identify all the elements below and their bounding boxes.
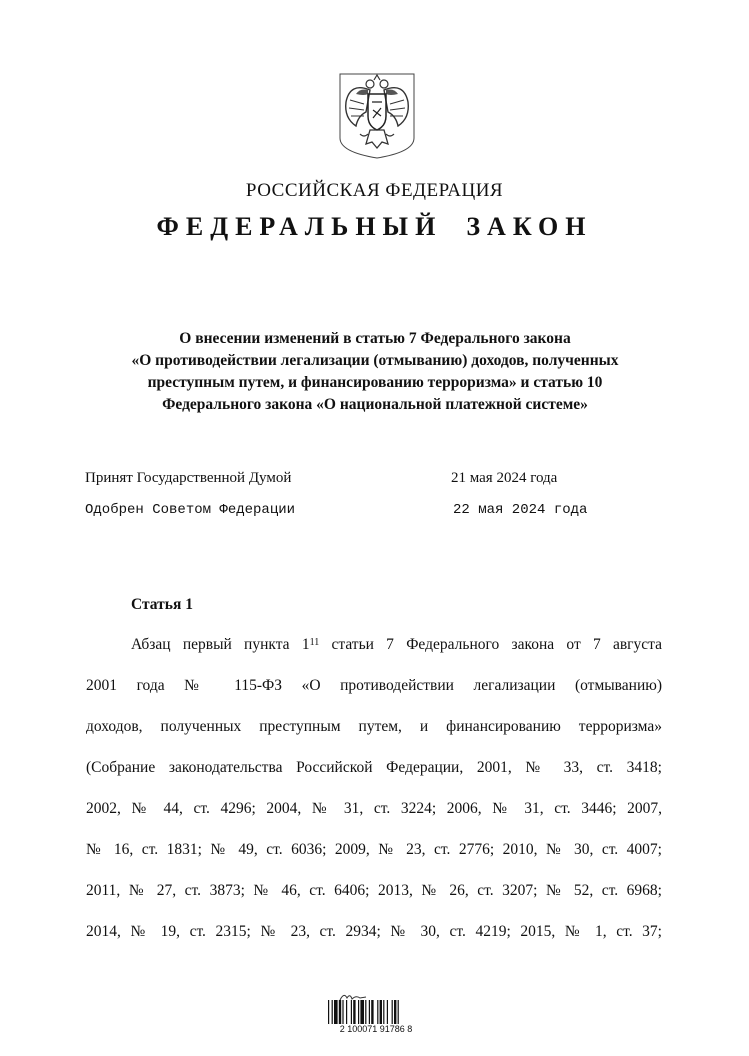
article-line: № 16, ст. 1831; № 49, ст. 6036; 2009, № 23, ст. 2776; 2010, № 30, ст. 4007; — [86, 841, 662, 858]
article-line: 2014, № 19, ст. 2315; № 23, ст. 2934; № 30, ст. 4219; 2015, № 1, ст. 37; — [86, 923, 662, 940]
article-line: (Собрание законодательства Российской Федерации, 2001, № 33, ст. 3418; — [86, 759, 662, 776]
barcode-bar — [346, 1000, 347, 1024]
document-type — [0, 212, 749, 242]
article-line: 2011, № 27, ст. 3873; № 46, ст. 6406; 2013, № 26, ст. 3207; № 52, ст. 6968; — [86, 882, 662, 899]
coat-of-arms-icon — [338, 72, 416, 160]
adoption-council-date: 22 мая 2024 года — [453, 502, 588, 518]
barcode-bar — [380, 1000, 382, 1024]
law-title-line: О внесении изменений в статью 7 Федерального закона — [179, 330, 571, 347]
barcode-bar — [334, 1000, 338, 1024]
barcode-bar — [394, 1000, 396, 1024]
barcode-bar — [358, 1000, 359, 1024]
adoption-duma-label: Принят Государственной Думой — [85, 470, 292, 486]
barcode-bar — [332, 1000, 333, 1024]
adoption-council-label: Одобрен Советом Федерации — [85, 502, 296, 518]
adoption-council-row — [85, 502, 645, 524]
adoption-duma-row — [85, 470, 645, 492]
article-line: 2002, № 44, ст. 4296; 2004, № 31, ст. 3224; 2006, № 31, ст. 3446; 2007, — [86, 800, 662, 817]
barcode-bar — [383, 1000, 384, 1024]
barcode-bar — [398, 1000, 399, 1024]
barcode-bar — [339, 1000, 341, 1024]
barcode-bar — [342, 1000, 343, 1024]
article-line1-start: Абзац первый пункта 1 — [131, 636, 310, 653]
article-line — [86, 632, 662, 673]
country-name: РОССИЙСКАЯ ФЕДЕРАЦИЯ — [245, 180, 504, 201]
barcode-bar — [351, 1000, 352, 1024]
article-line: 2001 года № 115-ФЗ «О противодействии легализации (отмыванию) — [86, 677, 662, 694]
barcode-bar — [377, 1000, 378, 1024]
document-type-word1: ФЕДЕРАЛЬНЫЙ — [156, 212, 443, 241]
barcode-bar — [353, 1000, 355, 1024]
barcode-bar — [360, 1000, 364, 1024]
barcode-number: 2 100071 91786 8 — [339, 1024, 413, 1034]
document-type-word2: ЗАКОН — [466, 212, 593, 241]
barcode-bar — [369, 1000, 370, 1024]
article-body — [86, 632, 662, 960]
article-heading: Статья 1 — [131, 596, 193, 613]
barcode-block — [318, 990, 434, 1046]
article-line: доходов, полученных преступным путем, и финансированию терроризма» — [86, 718, 662, 735]
barcode-bar — [328, 1000, 329, 1024]
law-title-line: преступным путем, и финансированию терроризма» и статью 10 — [147, 374, 603, 391]
barcode-bar — [387, 1000, 388, 1024]
law-title-line: «О противодействии легализации (отмыванию) доходов, полученных — [131, 352, 619, 369]
adoption-duma-date: 21 мая 2024 года — [451, 470, 558, 486]
barcode-bar — [392, 1000, 393, 1024]
barcode-bar — [371, 1000, 373, 1024]
law-title — [80, 328, 670, 416]
article-line1-end: статьи 7 Федерального закона от 7 августа — [319, 636, 663, 653]
barcode-bar — [365, 1000, 366, 1024]
law-title-line: Федерального закона «О национальной платежной системе» — [162, 396, 588, 413]
superscript-index: 11 — [309, 637, 320, 648]
